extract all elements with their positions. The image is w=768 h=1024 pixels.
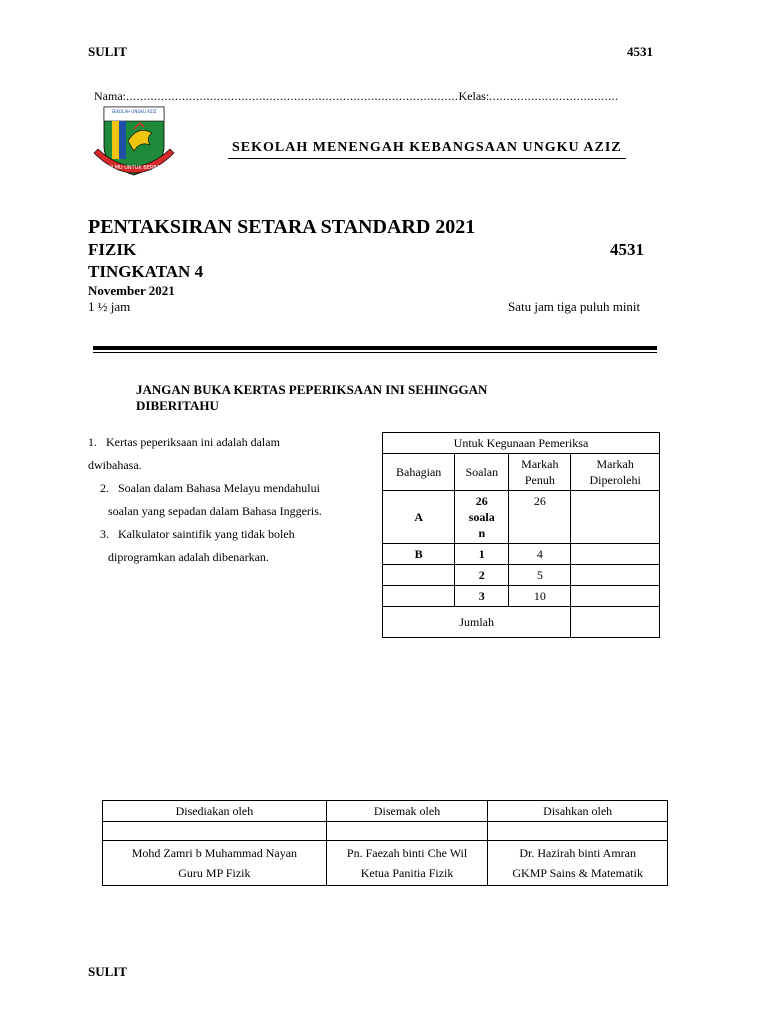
- signoff-person-checked: Pn. Faezah binti Che Wil Ketua Panitia Fizik: [326, 841, 488, 886]
- row-b3-question: 3: [455, 586, 509, 607]
- header-markah-diperolehi: Markah Diperolehi: [571, 454, 660, 491]
- exam-subject: FIZIK: [88, 240, 137, 259]
- header-bahagian: Bahagian: [383, 454, 455, 491]
- signoff-header-prepared: Disediakan oleh: [103, 801, 327, 822]
- marks-table-title: Untuk Kegunaan Pemeriksa: [383, 433, 660, 454]
- signoff-table: [102, 800, 668, 886]
- signoff-header-checked: Disemak oleh: [326, 801, 488, 822]
- warning-line-2: DIBERITAHU: [136, 398, 219, 413]
- row-b3-obtained[interactable]: [571, 586, 660, 607]
- row-a-full: 26: [509, 491, 571, 544]
- row-b3-section: [383, 586, 455, 607]
- class-dots[interactable]: .....................................: [489, 89, 619, 103]
- thin-divider: [93, 352, 657, 353]
- instructions-list: [88, 431, 322, 569]
- instruction-1-cont: dwibahasa.: [88, 458, 142, 472]
- row-b2-question: 2: [455, 565, 509, 586]
- name-label: Nama:: [94, 89, 126, 103]
- instruction-3: 3. Kalkulator saintifik yang tidak boleh: [100, 527, 295, 541]
- header-soalan: Soalan: [455, 454, 509, 491]
- school-name: SEKOLAH MENENGAH KEBANGSAAN UNGKU AZIZ: [232, 140, 622, 155]
- row-b3-full: 10: [509, 586, 571, 607]
- header-markah-penuh: Markah Penuh: [509, 454, 571, 491]
- row-b1-question: 1: [455, 544, 509, 565]
- row-b2-obtained[interactable]: [571, 565, 660, 586]
- school-crest-logo: [90, 103, 178, 183]
- exam-duration-words: Satu jam tiga puluh minit: [508, 299, 641, 314]
- exam-title: PENTAKSIRAN SETARA STANDARD 2021: [88, 216, 476, 238]
- exam-month: November 2021: [88, 283, 175, 298]
- row-a-obtained[interactable]: [571, 491, 660, 544]
- marks-table: [382, 432, 660, 638]
- instruction-2-cont: soalan yang sepadan dalam Bahasa Inggeris.: [108, 504, 322, 518]
- name-dots[interactable]: ...............................................................................................: [126, 89, 459, 103]
- instruction-3-cont: diprogramkan adalah dibenarkan.: [108, 550, 269, 564]
- logo-top-text: SEKOLAH UNGKU AZIZ: [111, 109, 157, 114]
- row-b1-section: B: [383, 544, 455, 565]
- exam-code: 4531: [610, 240, 644, 259]
- row-a-question: 26 soala n: [455, 491, 509, 544]
- signoff-signature-approved[interactable]: [488, 822, 668, 841]
- signoff-person-prepared: Mohd Zamri b Muhammad Nayan Guru MP Fizik: [103, 841, 327, 886]
- header-code: 4531: [627, 44, 653, 59]
- instruction-1: 1. Kertas peperiksaan ini adalah dalam: [88, 435, 280, 449]
- row-a-section: A: [383, 491, 455, 544]
- warning-text: [136, 382, 487, 414]
- logo-banner-text: BERILMU UNTUK BERBAKTI: [100, 165, 168, 171]
- signoff-signature-prepared[interactable]: [103, 822, 327, 841]
- signoff-person-approved: Dr. Hazirah binti Amran GKMP Sains & Matematik: [488, 841, 668, 886]
- thick-divider: [93, 346, 657, 350]
- warning-line-1: JANGAN BUKA KERTAS PEPERIKSAAN INI SEHINGGAN: [136, 382, 488, 397]
- signoff-signature-checked[interactable]: [326, 822, 488, 841]
- signoff-header-approved: Disahkan oleh: [488, 801, 668, 822]
- row-b2-full: 5: [509, 565, 571, 586]
- row-b2-section: [383, 565, 455, 586]
- class-label: Kelas:: [458, 89, 490, 103]
- row-b1-full: 4: [509, 544, 571, 565]
- name-class-line: [94, 89, 619, 104]
- school-name-underline: [228, 158, 626, 159]
- total-label: Jumlah: [383, 607, 571, 638]
- total-value[interactable]: [571, 607, 660, 638]
- exam-duration: 1 ½ jam: [88, 299, 131, 314]
- row-b1-obtained[interactable]: [571, 544, 660, 565]
- exam-form: TINGKATAN 4: [88, 262, 204, 281]
- footer-sulit: SULIT: [88, 964, 128, 979]
- instruction-2: 2. Soalan dalam Bahasa Melayu mendahului: [100, 481, 320, 495]
- header-sulit: SULIT: [88, 44, 128, 59]
